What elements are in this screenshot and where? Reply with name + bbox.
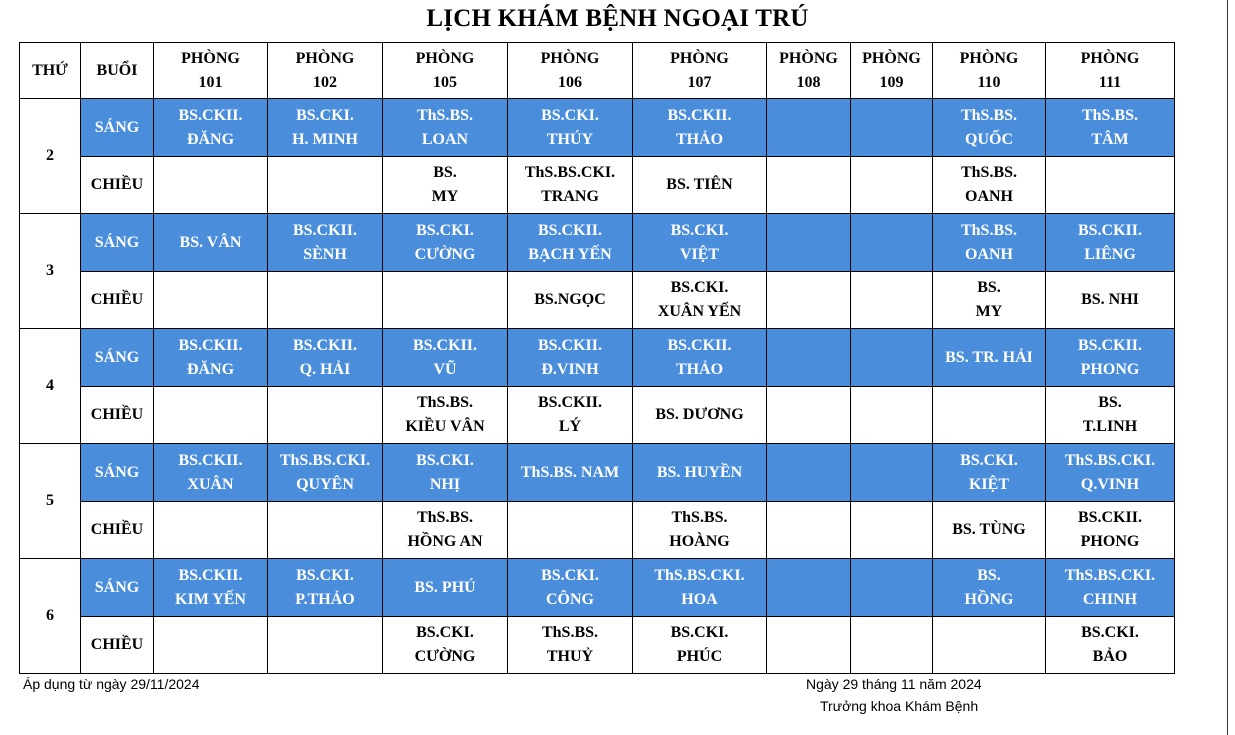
doctor-cell [633, 99, 767, 157]
doctor-cell-line: ThS.BS. NAM [520, 463, 620, 481]
doctor-cell-line: PHONG [1080, 533, 1140, 550]
doctor-cell-line: CƯỜNG [414, 245, 476, 263]
doctor-cell [508, 502, 633, 559]
session-label: CHIỀU [81, 617, 154, 674]
doctor-cell [767, 329, 851, 387]
doctor-cell [633, 559, 767, 617]
day-label: 6 [20, 559, 81, 674]
doctor-cell-line: ThS.BS.CKI. [279, 451, 371, 469]
doctor-cell [633, 502, 767, 559]
doctor-cell [933, 444, 1046, 502]
doctor-cell [508, 387, 633, 444]
doctor-cell-line: BS.CKII. [178, 336, 243, 354]
header-room-109: PHÒNG 109 [851, 43, 933, 99]
doctor-cell [1046, 444, 1175, 502]
doctor-cell [383, 387, 508, 444]
doctor-cell [383, 502, 508, 559]
doctor-cell [767, 617, 851, 674]
doctor-cell [154, 444, 268, 502]
doctor-cell-line: ThS.BS.CKI. [654, 566, 745, 584]
doctor-cell-line: Q.VINH [1080, 475, 1140, 493]
doctor-cell-line: BS. [1098, 394, 1122, 411]
session-label: CHIỀU [81, 272, 154, 329]
doctor-cell [383, 329, 508, 387]
doctor-cell [851, 559, 933, 617]
doctor-cell-line: BẠCH YẾN [528, 245, 612, 263]
doctor-cell [633, 272, 767, 329]
doctor-cell-line: QUỐC [965, 130, 1013, 148]
header-room-108: PHÒNG 108 [767, 43, 851, 99]
doctor-cell [383, 444, 508, 502]
doctor-cell-line: BS. PHÚ [414, 578, 476, 596]
doctor-cell-line: THUỶ [546, 648, 594, 665]
doctor-cell-line: BS. [977, 566, 1001, 584]
doctor-cell [508, 559, 633, 617]
doctor-cell-line: BS.CKII. [412, 336, 478, 354]
issue-date: Ngày 29 tháng 11 năm 2024 [806, 676, 982, 692]
doctor-cell-line: BS.CKII. [292, 336, 358, 354]
doctor-cell [851, 617, 933, 674]
doctor-cell-line: BS.CKII. [178, 566, 243, 584]
doctor-cell-line: BS.NGỌC [534, 291, 606, 308]
doctor-cell [767, 272, 851, 329]
doctor-cell-line: BS. [433, 164, 457, 181]
doctor-cell-line: BS.CKII. [178, 451, 243, 469]
header-thu: THỨ [20, 43, 81, 99]
doctor-cell-line: PHÚC [676, 648, 723, 665]
doctor-cell-line: ThS.BS. [416, 106, 474, 124]
doctor-cell [933, 157, 1046, 214]
doctor-cell [383, 559, 508, 617]
doctor-cell-line: BS.CKI. [670, 221, 729, 239]
session-label: CHIỀU [81, 387, 154, 444]
doctor-cell-line: BS.CKII. [667, 106, 732, 124]
doctor-cell-line: BS.CKII. [1077, 509, 1143, 526]
schedule-row-6-chieu [20, 617, 1175, 674]
doctor-cell [508, 214, 633, 272]
doctor-cell [1046, 99, 1175, 157]
session-label: SÁNG [81, 444, 154, 502]
doctor-cell-line: THÚY [546, 130, 594, 148]
doctor-cell [383, 157, 508, 214]
doctor-cell [154, 157, 268, 214]
doctor-cell [633, 617, 767, 674]
doctor-cell [383, 272, 508, 329]
doctor-cell [268, 272, 383, 329]
day-label: 3 [20, 214, 81, 329]
schedule-row-5-sang [20, 444, 1175, 502]
doctor-cell-line: XUÂN [187, 475, 234, 493]
doctor-cell [851, 502, 933, 559]
doctor-cell [154, 214, 268, 272]
doctor-cell [268, 157, 383, 214]
doctor-cell [268, 99, 383, 157]
doctor-cell-line: BS. TR. HẢI [945, 348, 1033, 366]
doctor-cell [767, 559, 851, 617]
doctor-cell [1046, 214, 1175, 272]
doctor-cell [154, 559, 268, 617]
doctor-cell [633, 157, 767, 214]
doctor-cell-line: ThS.BS. [416, 509, 474, 526]
session-label: CHIỀU [81, 157, 154, 214]
schedule-row-6-sang [20, 559, 1175, 617]
doctor-cell-line: BS.CKII. [537, 221, 603, 239]
doctor-cell [633, 444, 767, 502]
schedule-row-5-chieu [20, 502, 1175, 559]
doctor-cell [508, 157, 633, 214]
doctor-cell-line: Q. HẢI [299, 360, 351, 378]
doctor-cell-line: BS. TIÊN [666, 176, 733, 193]
header-room-105: PHÒNG 105 [383, 43, 508, 99]
doctor-cell-line: KIỀU VÂN [405, 418, 485, 435]
doctor-cell-line: BS.CKI. [296, 566, 354, 584]
doctor-cell [933, 502, 1046, 559]
doctor-cell-line: CHINH [1082, 590, 1138, 608]
doctor-cell-line: TRANG [541, 188, 599, 205]
session-label: SÁNG [81, 214, 154, 272]
doctor-cell-line: BS.CKII. [1077, 221, 1143, 239]
doctor-cell-line: BS. HUYỀN [656, 463, 743, 481]
doctor-cell-line: BS.CKII. [292, 221, 358, 239]
doctor-cell-line: ThS.BS. [671, 509, 728, 526]
doctor-cell-line: ThS.BS. [960, 164, 1018, 181]
doctor-cell [633, 329, 767, 387]
doctor-cell [1046, 502, 1175, 559]
doctor-cell-line: QUYÊN [296, 475, 354, 493]
doctor-cell [851, 157, 933, 214]
doctor-cell-line: HOA [681, 590, 718, 608]
doctor-cell [767, 444, 851, 502]
doctor-cell-line: BS. [977, 279, 1001, 296]
doctor-cell-line: XUÂN YẾN [657, 303, 742, 320]
session-label: CHIỀU [81, 502, 154, 559]
session-label: SÁNG [81, 329, 154, 387]
header-room-106: PHÒNG 106 [508, 43, 633, 99]
header-buoi: BUỔI [81, 43, 154, 99]
doctor-cell [767, 214, 851, 272]
doctor-cell-line: BS.CKI. [541, 566, 599, 584]
doctor-cell-line: ThS.BS.CKI. [524, 164, 616, 181]
doctor-cell [933, 329, 1046, 387]
doctor-cell [508, 444, 633, 502]
doctor-cell-line: HỒNG AN [407, 533, 483, 550]
doctor-cell-line: BS.CKI. [670, 279, 729, 296]
signature-block [806, 676, 982, 714]
doctor-cell [767, 157, 851, 214]
doctor-cell-line: BS.CKII. [537, 336, 603, 354]
doctor-cell [1046, 157, 1175, 214]
doctor-cell [1046, 559, 1175, 617]
doctor-cell-line: P.THẢO [295, 590, 355, 608]
doctor-cell-line: VIỆT [679, 245, 720, 263]
doctor-cell-line: BS.CKI. [416, 451, 474, 469]
doctor-cell-line: LOAN [421, 130, 469, 148]
doctor-cell [851, 272, 933, 329]
doctor-cell-line: CƯỜNG [414, 648, 476, 665]
doctor-cell-line: VŨ [433, 360, 457, 378]
doctor-cell-line: ThS.BS.CKI. [1064, 451, 1156, 469]
doctor-cell [933, 272, 1046, 329]
doctor-cell [1046, 272, 1175, 329]
doctor-cell-line: OANH [965, 245, 1013, 263]
doctor-cell [154, 329, 268, 387]
doctor-cell [508, 99, 633, 157]
doctor-cell-line: THẢO [675, 130, 724, 148]
doctor-cell [1046, 617, 1175, 674]
schedule-row-4-chieu [20, 387, 1175, 444]
doctor-cell-line: MY [975, 303, 1003, 320]
page-edge-line [1227, 0, 1228, 735]
signer-title: Trưởng khoa Khám Bệnh [820, 698, 979, 714]
doctor-cell-line: ThS.BS. [1081, 106, 1139, 124]
doctor-cell [383, 214, 508, 272]
doctor-cell-line: BS. TÙNG [952, 521, 1026, 538]
schedule-row-2-chieu [20, 157, 1175, 214]
doctor-cell [508, 617, 633, 674]
doctor-cell-line: ThS.BS. [960, 106, 1018, 124]
doctor-cell-line: T.LINH [1082, 418, 1138, 435]
header-row [20, 43, 1175, 99]
doctor-cell-line: BS. VÂN [179, 233, 242, 251]
day-label: 5 [20, 444, 81, 559]
doctor-cell [767, 502, 851, 559]
doctor-cell-line: BS.CKI. [296, 106, 354, 124]
doctor-cell [154, 99, 268, 157]
doctor-cell [1046, 387, 1175, 444]
doctor-cell-line: OANH [965, 188, 1013, 205]
doctor-cell [154, 387, 268, 444]
header-room-101: PHÒNG 101 [154, 43, 268, 99]
session-label: SÁNG [81, 559, 154, 617]
doctor-cell-line: BS. NHI [1081, 291, 1139, 308]
schedule-row-4-sang [20, 329, 1175, 387]
doctor-cell [851, 99, 933, 157]
doctor-cell-line: BS.CKI. [1081, 624, 1139, 641]
doctor-cell [851, 214, 933, 272]
doctor-cell-line: Đ.VINH [541, 360, 599, 378]
doctor-cell-line: BS. DƯƠNG [655, 406, 744, 423]
doctor-cell [154, 272, 268, 329]
schedule-row-3-chieu [20, 272, 1175, 329]
doctor-cell-line: KIM YẾN [175, 590, 246, 608]
doctor-cell-line: HOÀNG [669, 533, 730, 550]
doctor-cell [633, 214, 767, 272]
doctor-cell-line: MY [431, 188, 459, 205]
schedule-table [19, 42, 1175, 674]
header-room-110: PHÒNG 110 [933, 43, 1046, 99]
doctor-cell [933, 559, 1046, 617]
doctor-cell-line: LIÊNG [1084, 245, 1136, 263]
doctor-cell-line: BẢO [1092, 648, 1128, 665]
doctor-cell [508, 272, 633, 329]
doctor-cell [268, 329, 383, 387]
doctor-cell [633, 387, 767, 444]
doctor-cell [268, 617, 383, 674]
doctor-cell-line: NHỊ [429, 475, 461, 493]
doctor-cell-line: LÝ [558, 418, 582, 435]
session-label: SÁNG [81, 99, 154, 157]
day-label: 2 [20, 99, 81, 214]
doctor-cell-line: H. MINH [292, 130, 358, 148]
doctor-cell [1046, 329, 1175, 387]
doctor-cell [851, 329, 933, 387]
doctor-cell-line: BS.CKI. [960, 451, 1018, 469]
doctor-cell-line: ĐĂNG [186, 360, 235, 378]
doctor-cell [767, 99, 851, 157]
doctor-cell [268, 502, 383, 559]
doctor-cell-line: ThS.BS. [541, 624, 599, 641]
doctor-cell [767, 387, 851, 444]
doctor-cell [933, 214, 1046, 272]
doctor-cell-line: ThS.BS.CKI. [1064, 566, 1156, 584]
doctor-cell [508, 329, 633, 387]
doctor-cell [383, 617, 508, 674]
doctor-cell-line: TÂM [1091, 130, 1129, 148]
doctor-cell-line: THẢO [675, 360, 724, 378]
doctor-cell-line: BS.CKII. [1077, 336, 1143, 354]
page-title: LỊCH KHÁM BỆNH NGOẠI TRÚ [426, 5, 809, 32]
doctor-cell [154, 502, 268, 559]
doctor-cell [383, 99, 508, 157]
doctor-cell-line: KIỆT [968, 475, 1009, 493]
schedule-row-3-sang [20, 214, 1175, 272]
schedule-row-2-sang [20, 99, 1175, 157]
doctor-cell-line: BS.CKI. [541, 106, 599, 124]
doctor-cell-line: CÔNG [546, 590, 594, 608]
doctor-cell-line: BS.CKI. [416, 624, 474, 641]
doctor-cell [933, 387, 1046, 444]
doctor-cell-line: BS.CKII. [667, 336, 732, 354]
doctor-cell [933, 617, 1046, 674]
doctor-cell [851, 387, 933, 444]
doctor-cell-line: BS.CKII. [178, 106, 243, 124]
doctor-cell-line: SÈNH [303, 245, 347, 263]
doctor-cell-line: PHONG [1080, 360, 1140, 378]
doctor-cell [268, 444, 383, 502]
doctor-cell-line: HỒNG [964, 590, 1014, 608]
header-room-102: PHÒNG 102 [268, 43, 383, 99]
doctor-cell-line: ThS.BS. [416, 394, 474, 411]
doctor-cell-line: ThS.BS. [960, 221, 1018, 239]
doctor-cell-line: ĐĂNG [186, 130, 235, 148]
day-label: 4 [20, 329, 81, 444]
header-room-107: PHÒNG 107 [633, 43, 767, 99]
doctor-cell [268, 559, 383, 617]
header-room-111: PHÒNG 111 [1046, 43, 1175, 99]
doctor-cell-line: BS.CKII. [537, 394, 603, 411]
doctor-cell [268, 387, 383, 444]
doctor-cell-line: BS.CKI. [670, 624, 729, 641]
applied-from-note: Áp dụng từ ngày 29/11/2024 [23, 676, 200, 692]
doctor-cell [154, 617, 268, 674]
doctor-cell [268, 214, 383, 272]
doctor-cell-line: BS.CKI. [416, 221, 474, 239]
doctor-cell [933, 99, 1046, 157]
doctor-cell [851, 444, 933, 502]
